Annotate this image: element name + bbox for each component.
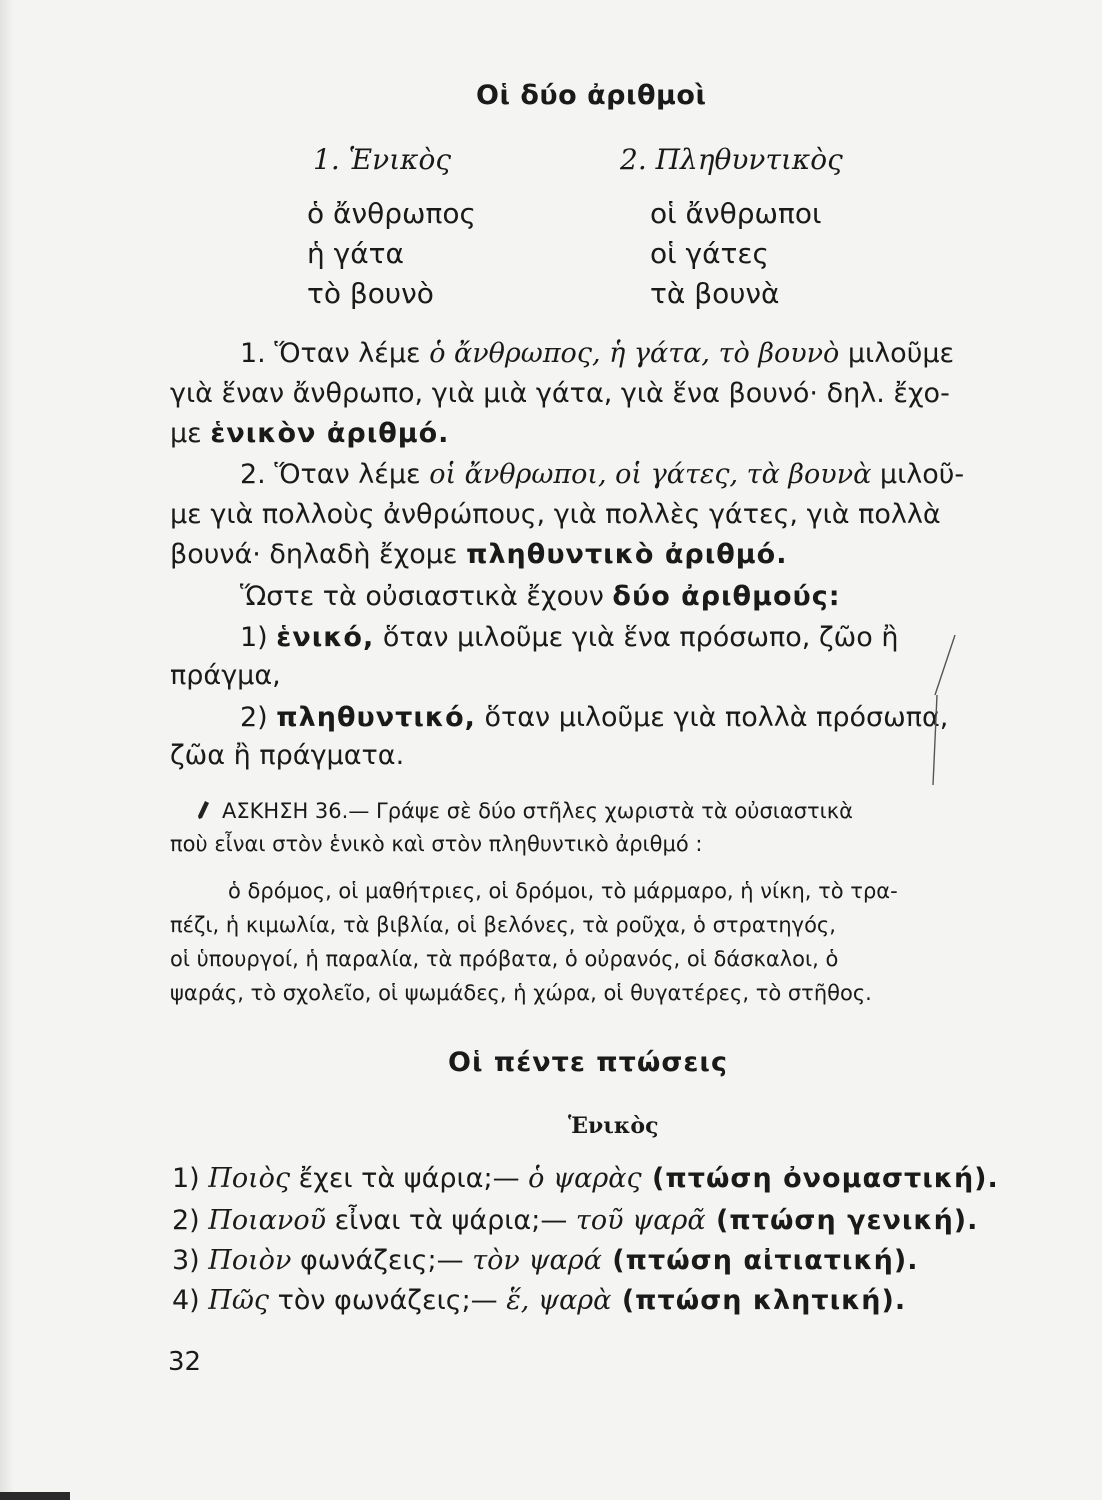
exercise-words-line-4: ψαράς, τὸ σχολεῖο, οἱ ψωμάδες, ἡ χώρα, οἱ θυγατέρες, τὸ στῆθος. bbox=[170, 981, 872, 1005]
paragraph-3: Ὥστε τὰ οὐσιαστικὰ ἔχουν δύο ἀριθμούς: bbox=[240, 581, 841, 612]
paragraph-4-line-1: 1) ἑνικό, ὅταν μιλοῦμε γιὰ ἕνα πρόσωπο, ζῶο ἢ bbox=[240, 622, 899, 653]
paragraph-1-line-1: 1. Ὅταν λέμε ὁ ἄνθρωπος, ἡ γάτα, τὸ βουνὸ μιλοῦμε bbox=[240, 338, 955, 369]
exercise-line-2: ποὺ εἶναι στὸν ἑνικὸ καὶ στὸν πληθυντικὸ ἀριθμό : bbox=[170, 832, 703, 856]
plural-column-heading: 2. Πληθυντικὸς bbox=[620, 143, 843, 176]
paragraph-4-line-2: πράγμα, bbox=[170, 660, 281, 691]
exercise-words-line-3: οἱ ὑπουργοί, ἡ παραλία, τὰ πρόβατα, ὁ οὐρανός, οἱ δάσκαλοι, ὁ bbox=[170, 947, 839, 971]
heading-cases: Οἱ πέντε πτώσεις bbox=[448, 1047, 728, 1078]
paragraph-2-line-1: 2. Ὅταν λέμε οἱ ἄνθρωποι, οἱ γάτες, τὰ βουνὰ μιλοῦ- bbox=[240, 459, 965, 490]
singular-word: ὁ ἄνθρωπος bbox=[307, 197, 476, 230]
paragraph-2-line-2: με γιὰ πολλοὺς ἀνθρώπους, γιὰ πολλὲς γάτες, γιὰ πολλὰ bbox=[170, 499, 941, 530]
pencil-mark bbox=[925, 625, 965, 825]
exercise-words-line-2: πέζι, ἡ κιμωλία, τὰ βιβλία, οἱ βελόνες, τὰ ροῦχα, ὁ στρατηγός, bbox=[170, 913, 836, 937]
paragraph-5-line-2: ζῶα ἢ πράγματα. bbox=[170, 740, 405, 771]
plural-word: τὰ βουνὰ bbox=[650, 277, 780, 310]
case-row: 1) Ποιὸς ἔχει τὰ ψάρια;— ὁ ψαρὰς (πτώση ὀνομαστική). bbox=[172, 1163, 999, 1194]
case-row: 2) Ποιανοῦ εἶναι τὰ ψάρια;— τοῦ ψαρᾶ (πτώση γενική). bbox=[172, 1205, 979, 1236]
plural-word: οἱ ἄνθρωποι bbox=[650, 197, 822, 230]
plural-word: οἱ γάτες bbox=[650, 237, 769, 270]
scan-edge-mark bbox=[0, 1492, 70, 1500]
singular-word: ἡ γάτα bbox=[307, 237, 404, 270]
heading-numbers: Οἱ δύο ἀριθμοὶ bbox=[476, 80, 707, 111]
paragraph-2-line-3: βουνά· δηλαδὴ ἔχομε πληθυντικὸ ἀριθμό. bbox=[170, 539, 788, 570]
case-row: 4) Πῶς τὸν φωνάζεις;— ἕ, ψαρὰ (πτώση κλητική). bbox=[172, 1285, 907, 1316]
case-row: 3) Ποιὸν φωνάζεις;— τὸν ψαρά (πτώση αἰτιατική). bbox=[172, 1245, 919, 1276]
pencil-icon bbox=[196, 800, 210, 820]
page-edge-shadow bbox=[0, 0, 14, 1500]
subheading-singular: Ἑνικὸς bbox=[568, 1113, 659, 1139]
exercise-line-1: ΑΣΚΗΣΗ 36.— Γράψε σὲ δύο στῆλες χωριστὰ τὰ οὐσιαστικὰ bbox=[196, 795, 853, 827]
singular-word: τὸ βουνὸ bbox=[307, 277, 434, 310]
page-number: 32 bbox=[168, 1347, 202, 1377]
paragraph-5-line-1: 2) πληθυντικό, ὅταν μιλοῦμε γιὰ πολλὰ πρόσωπα, bbox=[240, 702, 949, 733]
paragraph-1-line-3: με ἑνικὸν ἀριθμό. bbox=[170, 418, 450, 449]
paragraph-1-line-2: γιὰ ἕναν ἄνθρωπο, γιὰ μιὰ γάτα, γιὰ ἕνα βουνό· δηλ. ἔχο- bbox=[170, 378, 950, 409]
exercise-words-line-1: ὁ δρόμος, οἱ μαθήτριες, οἱ δρόμοι, τὸ μάρμαρο, ἡ νίκη, τὸ τρα- bbox=[228, 879, 898, 903]
singular-column-heading: 1. Ἑνικὸς bbox=[313, 143, 452, 176]
